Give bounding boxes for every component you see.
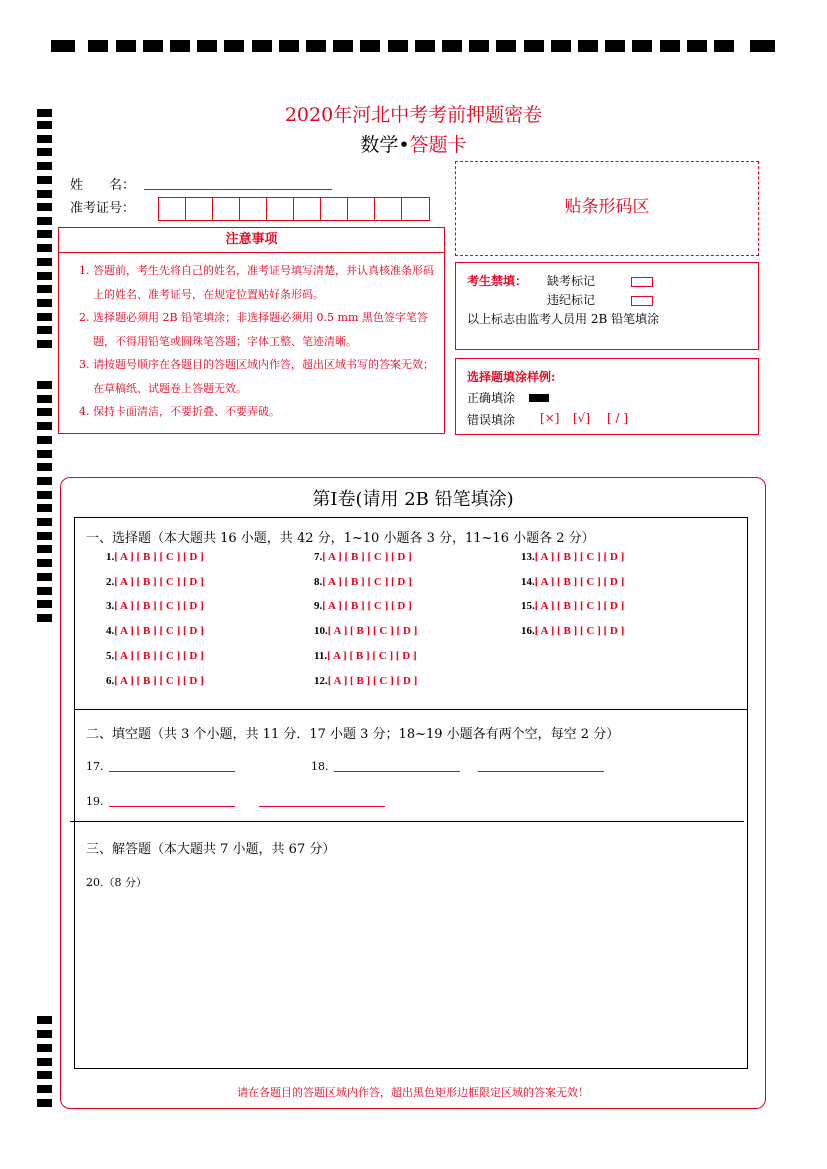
fill-blank-18b[interactable] [478, 771, 604, 772]
mcq-row[interactable] [521, 625, 624, 637]
question-number: 13. [521, 551, 535, 563]
sample-title: 选择题填涂样例: [467, 370, 556, 384]
fill-blank-19a[interactable] [109, 806, 235, 807]
mcq-options[interactable]: [ A ] [ B ] [ C ] [ D ] [114, 650, 204, 662]
mcq-row[interactable] [314, 600, 412, 612]
violation-label: 违纪标记 [547, 293, 596, 307]
question-number: 3. [106, 600, 115, 612]
wrong-label: 错误填涂 [467, 413, 516, 427]
barcode-area[interactable]: 贴条形码区 [455, 161, 759, 256]
mcq-row[interactable] [106, 551, 204, 563]
id-number-boxes[interactable] [158, 197, 430, 221]
forbid-title: 考生禁填： [467, 274, 528, 288]
mcq-options[interactable]: [ A ] [ B ] [ C ] [ D ] [322, 600, 412, 612]
mcq-row[interactable] [106, 650, 204, 662]
id-digit-box[interactable] [159, 198, 186, 220]
fill-blank-19b[interactable] [259, 806, 385, 807]
question-number: 7. [314, 551, 323, 563]
mcq-options[interactable]: [ A ] [ B ] [ C ] [ D ] [114, 675, 204, 687]
mcq-row[interactable] [314, 576, 412, 588]
id-digit-box[interactable] [213, 198, 240, 220]
mcq-row[interactable] [521, 551, 624, 563]
question-20-label: 20.（8 分） [86, 876, 147, 889]
mcq-row[interactable] [106, 675, 204, 687]
fill-blank-17[interactable] [109, 771, 235, 772]
answer-sheet-label: 答题卡 [409, 134, 467, 156]
fill-question-number: 19. [86, 795, 104, 808]
fill-blank-18a[interactable] [334, 771, 460, 772]
question-20-answer-area[interactable] [80, 895, 740, 1063]
mcq-options[interactable]: [ A ] [ B ] [ C ] [ D ] [114, 625, 204, 637]
answer-header: 三、解答题（本大题共 7 小题，共 67 分） [86, 842, 336, 857]
mcq-row[interactable] [521, 600, 624, 612]
name-field[interactable] [144, 189, 332, 190]
section-one-title: 第Ⅰ卷(请用 2B 铅笔填涂) [312, 489, 514, 510]
mcq-options[interactable]: [ A ] [ B ] [ C ] [ D ] [534, 551, 625, 563]
question-number: 6. [106, 675, 115, 687]
question-number: 2. [106, 576, 115, 588]
id-digit-box[interactable] [321, 198, 348, 220]
mcq-options[interactable]: [ A ] [ B ] [ C ] [ D ] [114, 600, 204, 612]
fill-question-number: 17. [86, 760, 104, 773]
notice-box [58, 227, 445, 434]
footer-warning: 请在各题目的答题区域内作答，超出黑色矩形边框限定区域的答案无效！ [237, 1086, 589, 1099]
exam-subtitle [0, 130, 827, 157]
question-number: 16. [521, 625, 535, 637]
mcq-row[interactable] [314, 675, 417, 687]
mcq-row[interactable] [106, 600, 204, 612]
examinee-forbidden-box [455, 262, 759, 350]
question-number: 1. [106, 551, 115, 563]
absent-mark[interactable] [631, 274, 653, 288]
id-digit-box[interactable] [375, 198, 402, 220]
mcq-options[interactable]: [ A ] [ B ] [ C ] [ D ] [534, 600, 625, 612]
mcq-row[interactable] [314, 650, 417, 662]
subject-label: 数学• [360, 134, 410, 156]
wrong-mark: [√] [573, 411, 591, 425]
mcq-options[interactable]: [ A ] [ B ] [ C ] [ D ] [322, 576, 412, 588]
mcq-options[interactable]: [ A ] [ B ] [ C ] [ D ] [534, 576, 625, 588]
question-number: 8. [314, 576, 323, 588]
mcq-row[interactable] [106, 625, 204, 637]
mcq-options[interactable]: [ A ] [ B ] [ C ] [ D ] [327, 650, 417, 662]
mcq-options[interactable]: [ A ] [ B ] [ C ] [ D ] [114, 576, 204, 588]
notice-item: 1. 答题前，考生先将自己的姓名，准考证号填写清楚，并认真核准条形码上的姓名、准考证号，在规定位置贴好条形码。 [79, 264, 434, 301]
mcq-options[interactable]: [ A ] [ B ] [ C ] [ D ] [114, 551, 204, 563]
notice-item: 3. 请按题号顺序在各题目的答题区域内作答，超出区域书写的答案无效；在草稿纸、试题卷上答题无效。 [79, 358, 434, 395]
fill-sample-box [455, 358, 759, 435]
question-number: 10. [314, 625, 328, 637]
mcq-row[interactable] [314, 625, 417, 637]
wrong-mark: [ / ] [607, 411, 629, 425]
id-digit-box[interactable] [294, 198, 321, 220]
violation-mark[interactable] [631, 293, 653, 307]
notice-heading: 注意事项 [59, 228, 444, 253]
question-number: 11. [314, 650, 328, 662]
mcq-row[interactable] [314, 551, 412, 563]
id-label: 准考证号： [70, 201, 136, 216]
forbid-note: 以上标志由监考人员用 2B 铅笔填涂 [467, 312, 660, 326]
mcq-options[interactable]: [ A ] [ B ] [ C ] [ D ] [534, 625, 625, 637]
divider [70, 821, 744, 822]
id-digit-box[interactable] [240, 198, 267, 220]
fill-header: 二、填空题（共 3 个小题，共 11 分．17 小题 3 分；18~19 小题各有两个空，每空 2 分） [86, 727, 620, 742]
id-digit-box[interactable] [186, 198, 213, 220]
correct-fill-example [529, 394, 549, 402]
question-number: 12. [314, 675, 328, 687]
divider [74, 709, 748, 710]
mcq-row[interactable] [521, 576, 624, 588]
mcq-options[interactable]: [ A ] [ B ] [ C ] [ D ] [327, 675, 418, 687]
correct-label: 正确填涂 [467, 391, 516, 405]
question-number: 9. [314, 600, 323, 612]
absent-label: 缺考标记 [547, 274, 596, 288]
mcq-options[interactable]: [ A ] [ B ] [ C ] [ D ] [322, 551, 412, 563]
mcq-row[interactable] [106, 576, 204, 588]
id-digit-box[interactable] [348, 198, 375, 220]
mcq-options[interactable]: [ A ] [ B ] [ C ] [ D ] [327, 625, 418, 637]
notice-item: 2. 选择题必须用 2B 铅笔填涂；非选择题必须用 0.5 mm 黑色签字笔答题，不得用铅笔或圆珠笔答题；字体工整、笔迹清晰。 [79, 311, 428, 348]
mcq-header: 一、选择题（本大题共 16 小题，共 42 分，1~10 小题各 3 分，11~16 小题各 2 分） [86, 531, 595, 546]
question-number: 4. [106, 625, 115, 637]
fill-question-number: 18. [311, 760, 329, 773]
id-digit-box[interactable] [267, 198, 294, 220]
name-label: 姓 名： [70, 178, 136, 193]
notice-item: 4. 保持卡面清洁，不要折叠、不要弄破。 [79, 405, 280, 418]
wrong-mark: [×] [540, 411, 560, 425]
question-number: 14. [521, 576, 535, 588]
question-number: 5. [106, 650, 115, 662]
question-number: 15. [521, 600, 535, 612]
exam-title: 2020年河北中考考前押题密卷 [284, 104, 543, 126]
id-digit-box[interactable] [402, 198, 429, 220]
